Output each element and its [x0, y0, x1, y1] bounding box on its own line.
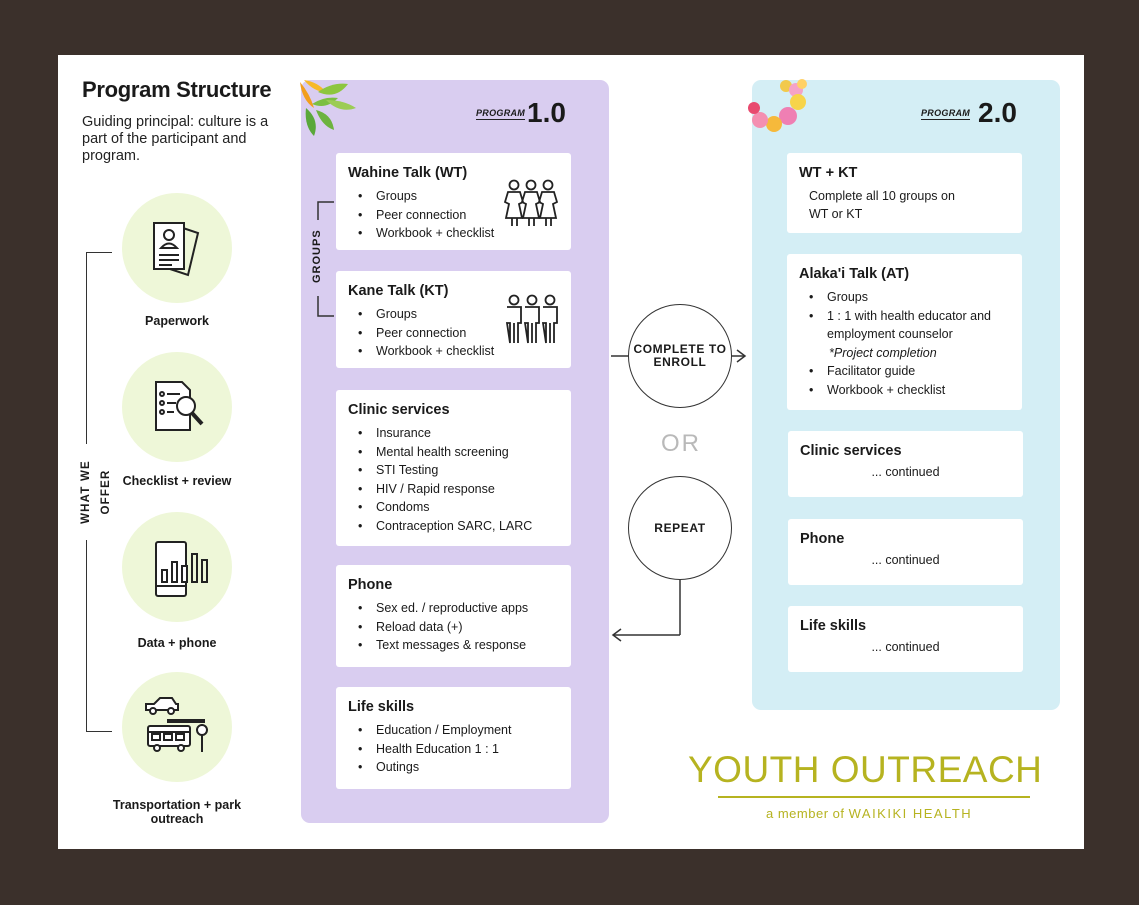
list-item: • Condoms: [348, 498, 559, 517]
groups-label: GROUPS: [311, 229, 323, 283]
repeat-node: REPEAT: [628, 476, 732, 580]
brand-logo-text: YOUTH OUTREACH: [688, 749, 1043, 790]
list-item: • HIV / Rapid response: [348, 480, 559, 499]
list-item: • Workbook + checklist: [799, 381, 1010, 400]
program-2-number: 2.0: [978, 97, 1017, 128]
card-title: Phone: [348, 577, 393, 593]
program-1-number: 1.0: [527, 97, 566, 128]
lei-flower-icon: [748, 78, 810, 138]
women-group-icon: [504, 178, 558, 228]
offer-label: WHAT WE OFFER: [76, 444, 96, 540]
brand-member-line: [766, 806, 972, 821]
list-item: • STI Testing: [348, 461, 559, 480]
paperwork-icon: [142, 213, 212, 283]
paperwork-icon-circle: [122, 193, 232, 303]
list-item: • Contraception SARC, LARC: [348, 517, 559, 536]
card-text: Complete all 10 groups on WT or KT: [809, 189, 955, 221]
brand-member-org: WAIKIKI HEALTH: [848, 806, 973, 821]
card-title: Wahine Talk (WT): [348, 165, 468, 181]
card-continued-text: ... continued: [871, 553, 940, 567]
page-subtitle: Guiding principal: culture is a part of the participant and program.: [82, 114, 269, 164]
offer-item-paperwork: Paperwork: [145, 314, 209, 328]
card-phone: [336, 565, 571, 667]
card-clinic-services: [336, 390, 571, 546]
list-item: • Peer connection: [348, 206, 559, 225]
list-item: [799, 307, 1010, 363]
brand-member-prefix: a member of: [766, 806, 845, 821]
card-title: Clinic services: [800, 443, 902, 459]
card-life-skills: [336, 687, 571, 789]
card-life-skills-continued: [788, 606, 1023, 672]
list-item: • Groups: [348, 187, 559, 206]
card-title: Life skills: [348, 699, 415, 715]
list-item: • Health Education 1 : 1: [348, 740, 559, 759]
transportation-icon: [140, 690, 214, 764]
card-title: Clinic services: [348, 402, 450, 418]
list-item: • Workbook + checklist: [348, 224, 559, 243]
data-phone-icon-circle: [122, 512, 232, 622]
offer-item-checklist: Checklist + review: [122, 474, 232, 488]
or-label: OR: [661, 430, 701, 457]
card-title: Alaka'i Talk (AT): [799, 266, 910, 282]
men-group-icon: [504, 293, 560, 345]
sunflower-icon: [296, 78, 360, 142]
list-item: • Outings: [348, 758, 559, 777]
list-item: • Insurance: [348, 424, 559, 443]
list-item: • Facilitator guide: [799, 362, 1010, 381]
complete-to-enroll-node: COMPLETE TO ENROLL: [628, 304, 732, 408]
list-item: • Reload data (+): [348, 618, 559, 637]
list-item: • Mental health screening: [348, 443, 559, 462]
page-title: Program Structure: [82, 77, 272, 102]
card-title: Life skills: [800, 618, 867, 634]
data-phone-icon: [142, 532, 212, 602]
card-alakai-talk: [787, 254, 1022, 410]
list-item: • Sex ed. / reproductive apps: [348, 599, 559, 618]
card-continued-text: ... continued: [871, 640, 940, 654]
card-clinic-services-continued: [788, 431, 1023, 497]
list-item: • Groups: [348, 305, 559, 324]
card-title: Kane Talk (KT): [348, 283, 449, 299]
program-1-tag: PROGRAM: [476, 108, 526, 118]
list-item: • Peer connection: [348, 324, 559, 343]
program-2-tag: PROGRAM: [921, 108, 971, 118]
card-wt-kt: [787, 153, 1022, 233]
list-item: • Education / Employment: [348, 721, 559, 740]
card-phone-continued: [788, 519, 1023, 585]
offer-item-transportation: Transportation + park outreach: [112, 798, 242, 826]
brand-divider: [718, 796, 1030, 798]
checklist-review-icon: [142, 372, 212, 442]
project-completion-note: *Project completion: [829, 345, 937, 360]
list-item: • Text messages & response: [348, 636, 559, 655]
card-title: WT + KT: [799, 165, 858, 181]
list-item: • Workbook + checklist: [348, 342, 559, 361]
card-title: Phone: [800, 531, 845, 547]
list-item-text: 1 : 1 with health educator and employment counselor: [827, 308, 992, 341]
list-item: • Groups: [799, 288, 1010, 307]
checklist-review-icon-circle: [122, 352, 232, 462]
offer-item-data-phone: Data + phone: [137, 636, 217, 650]
transportation-icon-circle: [122, 672, 232, 782]
card-continued-text: ... continued: [871, 465, 940, 479]
